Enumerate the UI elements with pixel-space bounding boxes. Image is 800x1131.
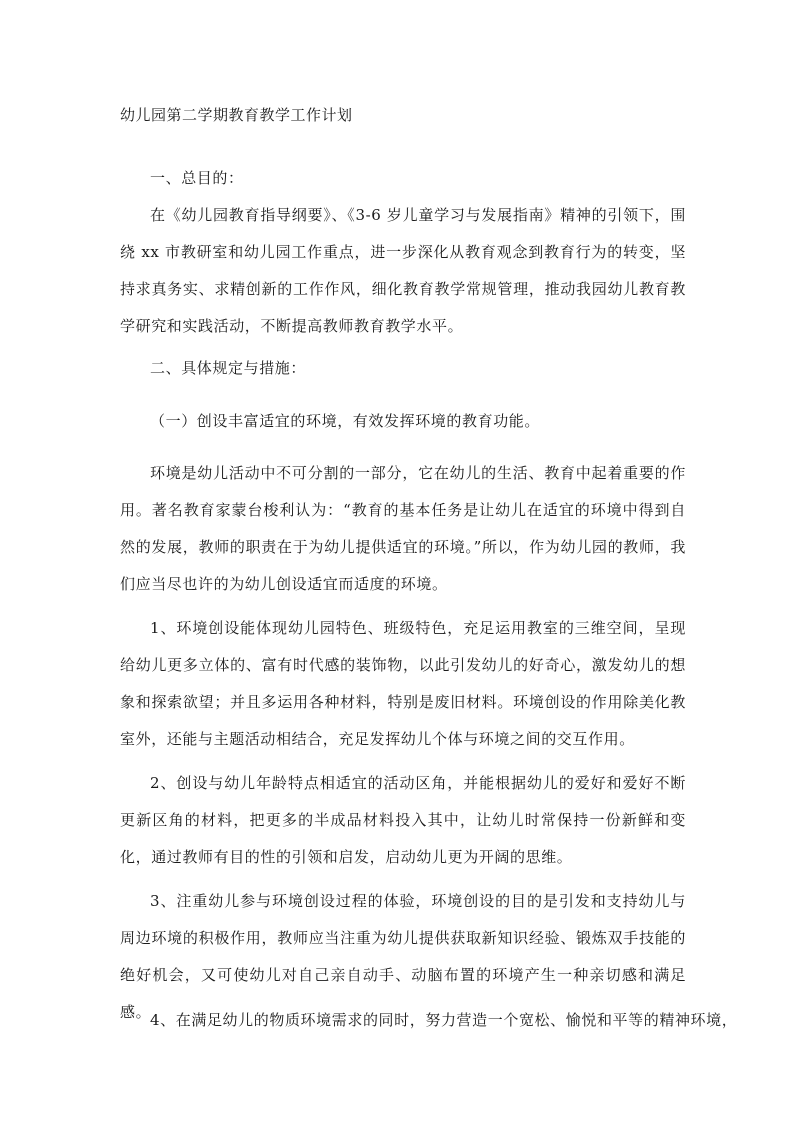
paragraph-item-1: 1、环境创设能体现幼儿园特色、班级特色，充足运用教室的三维空间，呈现给幼儿更多立体的、富有时代感的装饰物，以此引发幼儿的好奇心，激发幼儿的想象和探索欲望；并且多运用各种材料，特别是废旧材料。环境创设的作用除美化教室外，还能与主题活动相结合，充足发挥幼儿个体与环境之间的交互作用。 xyxy=(120,619,686,748)
document-title: 幼儿园第二学期教育教学工作计划 xyxy=(120,106,353,124)
paragraph-general-goal: 在《幼儿园教育指导纲要》、《3-6 岁儿童学习与发展指南》精神的引领下，围绕 xx 市教研室和幼儿园工作重点，进一步深化从教育观念到教育行为的转变，坚持求真务实、求精创新的工作作风，细化教育教学常规管理，推动我园幼儿教育教学研究和实践活动，不断提高教师教育教学水平。 xyxy=(120,206,686,335)
paragraph-item-2: 2、创设与幼儿年龄特点相适宜的活动区角，并能根据幼儿的爱好和爱好不断更新区角的材料，把更多的半成品材料投入其中，让幼儿时常保持一份新鲜和变化，通过教师有目的性的引领和启发，启动幼儿更为开阔的思维。 xyxy=(120,774,686,866)
section-heading-requirements: 二、具体规定与措施： xyxy=(150,359,307,377)
paragraph-item-3: 3、注重幼儿参与环境创设过程的体验，环境创设的目的是引发和支持幼儿与周边环境的积极作用，教师应当注重为幼儿提供获取新知识经验、锻炼双手技能的绝好机会，又可使幼儿对自己亲自动手、动脑布置的环境产生一种亲切感和满足感。 xyxy=(120,892,686,1021)
section-heading-general-goal: 一、总目的： xyxy=(150,169,244,187)
paragraph-environment-intro: 环境是幼儿活动中不可分割的一部分，它在幼儿的生活、教育中起着重要的作用。著名教育家蒙台梭利认为：“教育的基本任务是让幼儿在适宜的环境中得到自然的发展，教师的职责在于为幼儿提供适宜的环境。”所以，作为幼儿园的教师，我们应当尽也许的为幼儿创设适宜而适度的环境。 xyxy=(120,464,686,593)
subsection-heading-environment: （一）创设丰富适宜的环境，有效发挥环境的教育功能。 xyxy=(150,412,541,430)
paragraph-item-4: 4、在满足幼儿的物质环境需求的同时，努力营造一个宽松、愉悦和平等的精神环境， xyxy=(150,1011,738,1029)
